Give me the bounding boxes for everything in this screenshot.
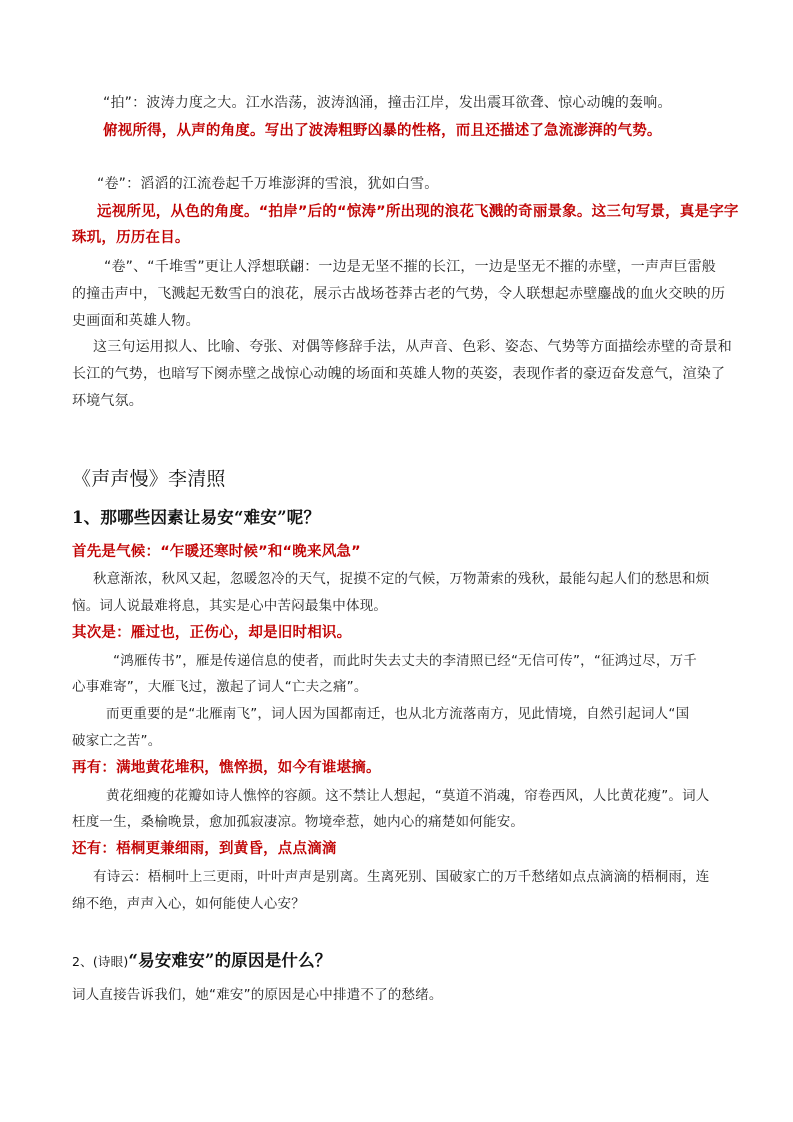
qianduixue-line-1: “卷”、“千堆雪”更让人浮想联翩：一边是无坚不摧的长江，一边是坚无不摧的赤壁，一声声巨雷般 <box>104 259 717 275</box>
factor-3-heading: 再有：满地黄花堆积，憔悴损，如今有谁堪摘。 <box>72 760 381 776</box>
factor-3-body-line-1: 黄花细瘦的花瓣如诗人憔悴的容颜。这不禁让人想起，“莫道不消魂，帘卷西风，人比黄花瘦”。词人 <box>106 788 710 804</box>
question-2-answer: 词人直接告诉我们，她“难安”的原因是心中排遣不了的愁绪。 <box>72 987 443 1003</box>
poem-title: 《声声慢》李清照 <box>72 468 226 490</box>
factor-3-body-line-2: 枉度一生，桑榆晚景，愈加孤寂凄凉。物境牵惹，她内心的痛楚如何能安。 <box>72 814 525 830</box>
question-2-heading <box>72 949 332 974</box>
pai-note: “拍”：波涛力度之大。江水浩荡，波涛汹涌，撞击江岸，发出震耳欲聋、惊心动魄的轰响。 <box>103 95 672 111</box>
qianduixue-line-2: 的撞击声中，飞溅起无数雪白的浪花，展示古战场苍莽古老的气势，令人联想起赤壁鏖战的血火交映的历 <box>72 286 726 302</box>
question-1-heading: 1、那哪些因素让易安“难安”呢？ <box>72 508 321 527</box>
factor-1-body-line-1: 秋意渐浓，秋风又起，忽暖忽冷的天气，捉摸不定的气候，万物萧索的残秋，最能勾起人们的愁思和烦 <box>93 571 710 587</box>
question-2-title: “易安难安”的原因是什么？ <box>128 951 332 970</box>
pai-analysis: 俯视所得，从声的角度。写出了波涛粗野凶暴的性格，而且还描述了急流澎湃的气势。 <box>103 123 662 139</box>
factor-1-heading: 首先是气候：“乍暖还寒时候”和“晚来风急” <box>72 544 361 560</box>
factor-4-body-line-2: 绵不绝，声声入心，如何能使人心安？ <box>72 896 305 912</box>
factor-2-body-line-4: 破家亡之苦”。 <box>72 733 162 749</box>
factor-1-body-line-2: 恼。词人说最难将息，其实是心中苦闷最集中体现。 <box>72 598 388 614</box>
factor-4-heading: 还有：梧桐更兼细雨，到黄昏，点点滴滴 <box>72 841 337 857</box>
summary-line-1: 这三句运用拟人、比喻、夸张、对偶等修辞手法，从声音、色彩、姿态、气势等方面描绘赤壁的奇景和 <box>93 339 732 355</box>
factor-2-body-line-1: “鸿雁传书”，雁是传递信息的使者，而此时失去丈夫的李清照已经“无信可传”，“征鸿过尽，万千 <box>113 653 697 669</box>
qianduixue-line-3: 史画面和英雄人物。 <box>72 313 200 329</box>
juan-analysis-line-2: 珠玑，历历在目。 <box>72 230 190 246</box>
factor-2-body-line-3: 而更重要的是“北雁南飞”，词人因为国都南迁，也从北方流落南方，见此情境，自然引起词人“国 <box>106 706 690 722</box>
juan-note: “卷”：滔滔的江流卷起千万堆澎湃的雪浪，犹如白雪。 <box>97 176 439 192</box>
summary-line-3: 环境气氛。 <box>72 393 143 409</box>
factor-2-heading: 其次是：雁过也，正伤心，却是旧时相识。 <box>72 625 352 641</box>
factor-4-body-line-1: 有诗云：梧桐叶上三更雨，叶叶声声是别离。生离死别、国破家亡的万千愁绪如点点滴滴的梧桐雨，连 <box>93 869 710 885</box>
summary-line-2: 长江的气势，也暗写下阕赤壁之战惊心动魄的场面和英雄人物的英姿，表现作者的豪迈奋发意气，渲染了 <box>72 366 726 382</box>
question-2-prefix: 2、(诗眼) <box>72 954 129 969</box>
juan-analysis-line-1: 远视所见，从色的角度。“拍岸”后的“惊涛”所出现的浪花飞溅的奇丽景象。这三句写景，真是字字 <box>97 204 739 220</box>
factor-2-body-line-2: 心事难寄”，大雁飞过，激起了词人“亡夫之痛”。 <box>72 679 368 695</box>
